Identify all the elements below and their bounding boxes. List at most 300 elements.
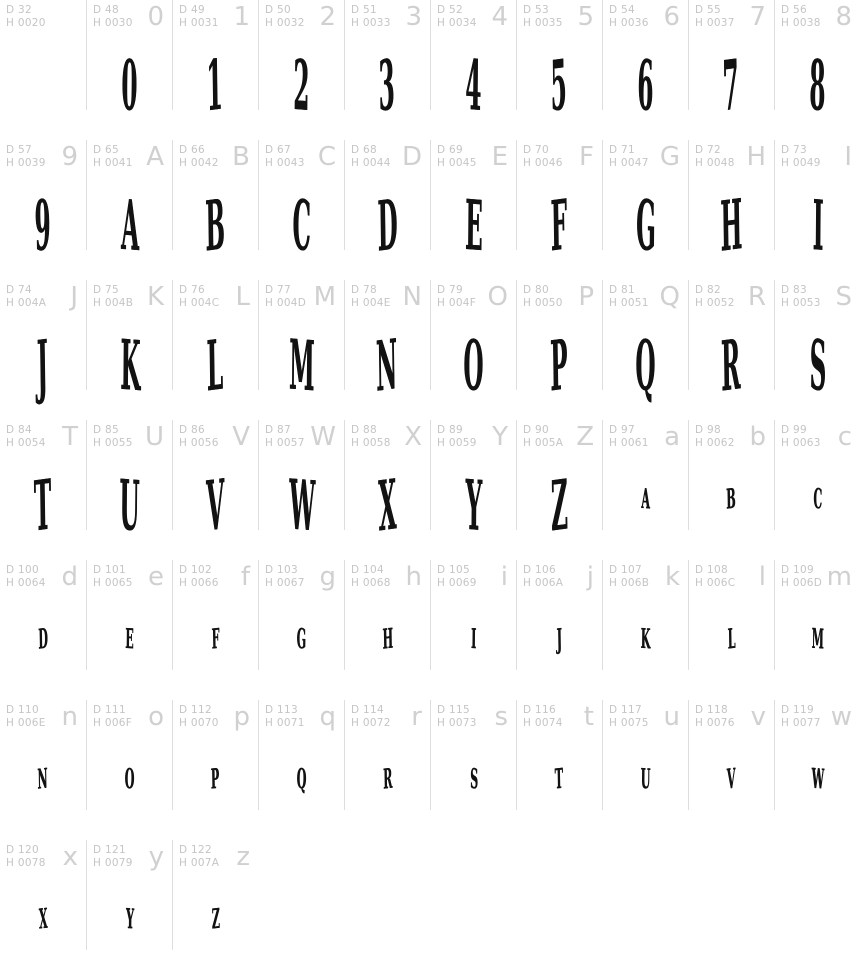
glyph-area: [431, 30, 516, 127]
decimal-code: D 55: [695, 4, 721, 16]
glyph: A: [120, 184, 140, 267]
glyph-cell: [602, 140, 688, 267]
glyph-area: [775, 30, 860, 127]
glyph-area: [173, 450, 258, 548]
glyph: 4: [465, 44, 483, 127]
glyph-area: [259, 590, 344, 670]
character-codes: [179, 844, 219, 870]
glyph: 5: [550, 44, 568, 128]
glyph: U: [640, 763, 651, 796]
decimal-code: D 90: [523, 424, 549, 436]
hex-code: H 0076: [695, 717, 735, 729]
glyph-cell-header: [689, 0, 774, 31]
glyph-area: [603, 310, 688, 407]
decimal-code: D 113: [265, 704, 298, 716]
glyph-cell-header: [517, 280, 602, 311]
character-codes: [609, 564, 649, 590]
header-char: w: [830, 702, 852, 732]
hex-code: H 004B: [93, 297, 134, 309]
glyph-row: [0, 280, 860, 420]
glyph: H: [719, 183, 743, 268]
glyph-area: [87, 590, 172, 670]
glyph-area: [775, 170, 860, 267]
glyph: L: [727, 623, 736, 656]
glyph-cell: [774, 280, 860, 407]
hex-code: H 0044: [351, 157, 391, 169]
decimal-code: D 103: [265, 564, 298, 576]
glyph: I: [470, 623, 477, 656]
glyph: K: [119, 324, 141, 407]
glyph: V: [726, 763, 736, 796]
glyph: G: [296, 623, 307, 656]
character-codes: [6, 144, 46, 170]
hex-code: H 0036: [609, 17, 649, 29]
glyph: O: [463, 324, 485, 407]
character-codes: [351, 424, 391, 450]
character-codes: [93, 4, 133, 30]
glyph-cell: [0, 140, 86, 268]
decimal-code: D 56: [781, 4, 807, 16]
glyph-cell-header: [0, 0, 86, 30]
glyph-cell: [86, 840, 172, 950]
decimal-code: D 75: [93, 284, 119, 296]
glyph-cell-header: [603, 0, 688, 31]
hex-code: H 0053: [781, 297, 821, 309]
decimal-code: D 54: [609, 4, 635, 16]
glyph-cell: [688, 280, 774, 408]
hex-code: H 0054: [6, 437, 46, 449]
decimal-code: D 83: [781, 284, 807, 296]
character-codes: [6, 424, 46, 450]
glyph: T: [554, 763, 564, 796]
decimal-code: D 111: [93, 704, 126, 716]
header-char: Q: [659, 282, 680, 312]
character-codes: [609, 704, 649, 730]
character-codes: [6, 844, 46, 870]
glyph-cell-header: [259, 560, 344, 591]
character-codes: [437, 284, 476, 310]
glyph-area: [87, 30, 172, 127]
glyph: P: [549, 323, 569, 408]
glyph-area: [173, 170, 258, 268]
glyph: O: [124, 763, 135, 796]
glyph-cell: [172, 140, 258, 268]
glyph-cell: [258, 700, 344, 810]
glyph-cell-header: [87, 0, 172, 31]
character-codes: [781, 564, 822, 590]
hex-code: H 0074: [523, 717, 563, 729]
hex-code: H 006A: [523, 577, 564, 589]
character-codes: [695, 424, 735, 450]
decimal-code: D 67: [265, 144, 291, 156]
glyph: S: [469, 763, 478, 796]
glyph-area: [689, 450, 774, 530]
glyph: D: [37, 623, 48, 656]
header-char: J: [70, 282, 78, 312]
glyph-cell: [344, 0, 430, 128]
header-char: X: [404, 422, 422, 452]
glyph-cell-header: [87, 420, 172, 451]
decimal-code: D 88: [351, 424, 377, 436]
glyph-cell: [774, 420, 860, 530]
glyph-cell-header: [775, 700, 860, 731]
character-codes: [93, 844, 133, 870]
glyph-cell: [430, 560, 516, 670]
character-codes: [93, 424, 133, 450]
character-codes: [523, 4, 563, 30]
glyph-cell-header: [431, 700, 516, 731]
character-codes: [351, 564, 391, 590]
glyph: 0: [121, 44, 139, 127]
glyph-cell: [86, 700, 172, 810]
character-codes: [6, 704, 46, 730]
header-char: 2: [319, 2, 336, 32]
glyph-cell: [86, 280, 172, 407]
hex-code: H 0069: [437, 577, 477, 589]
decimal-code: D 87: [265, 424, 291, 436]
hex-code: H 0030: [93, 17, 133, 29]
hex-code: H 006C: [695, 577, 736, 589]
header-char: I: [844, 142, 852, 172]
character-codes: [781, 4, 821, 30]
header-char: F: [579, 142, 594, 172]
glyph-cell: [86, 560, 172, 670]
glyph-area: [603, 30, 688, 127]
glyph: A: [641, 483, 651, 516]
header-char: P: [578, 282, 594, 312]
header-char: V: [232, 422, 250, 452]
decimal-code: D 50: [265, 4, 291, 16]
glyph-cell-header: [259, 280, 344, 311]
glyph-cell: [172, 700, 258, 810]
glyph-area: [0, 170, 86, 268]
header-char: E: [491, 142, 508, 172]
character-codes: [695, 284, 735, 310]
glyph-area: [603, 170, 688, 267]
glyph-cell-header: [259, 700, 344, 731]
glyph-area: [259, 450, 344, 548]
character-codes: [609, 4, 649, 30]
character-codes: [781, 704, 821, 730]
glyph-cell-header: [603, 140, 688, 171]
header-char: C: [317, 142, 336, 172]
header-char: y: [148, 842, 164, 872]
hex-code: H 0049: [781, 157, 821, 169]
character-codes: [609, 144, 649, 170]
decimal-code: D 86: [179, 424, 205, 436]
glyph-area: [689, 310, 774, 408]
character-codes: [265, 704, 305, 730]
glyph-cell: [0, 420, 86, 548]
glyph-row: [0, 0, 860, 140]
decimal-code: D 85: [93, 424, 119, 436]
glyph-cell-header: [689, 420, 774, 451]
decimal-code: D 32: [6, 4, 32, 16]
glyph-row: [0, 420, 860, 560]
header-char: N: [402, 282, 422, 312]
character-codes: [695, 704, 735, 730]
glyph-area: [0, 450, 86, 548]
character-codes: [437, 704, 477, 730]
glyph-area: [173, 870, 258, 950]
header-char: D: [401, 142, 422, 172]
glyph: W: [288, 464, 316, 548]
hex-code: H 0075: [609, 717, 649, 729]
decimal-code: D 84: [6, 424, 32, 436]
glyph-area: [345, 310, 430, 408]
glyph-cell-header: [345, 0, 430, 31]
glyph: I: [812, 184, 824, 267]
header-char: K: [146, 282, 164, 312]
glyph-area: [431, 590, 516, 670]
hex-code: H 004A: [6, 297, 47, 309]
decimal-code: D 65: [93, 144, 119, 156]
header-char: j: [586, 562, 594, 592]
hex-code: H 0052: [695, 297, 735, 309]
glyph-cell: [172, 420, 258, 548]
decimal-code: D 118: [695, 704, 728, 716]
decimal-code: D 114: [351, 704, 384, 716]
glyph: J: [36, 324, 49, 407]
character-codes: [523, 144, 563, 170]
header-char: T: [62, 422, 78, 452]
header-char: b: [749, 422, 766, 452]
glyph-cell-header: [775, 420, 860, 451]
glyph-cell-header: [517, 140, 602, 171]
hex-code: H 0064: [6, 577, 46, 589]
header-char: G: [659, 142, 680, 172]
decimal-code: D 100: [6, 564, 39, 576]
header-char: p: [233, 702, 250, 732]
hex-code: H 0073: [437, 717, 477, 729]
decimal-code: D 66: [179, 144, 205, 156]
header-char: n: [61, 702, 78, 732]
glyph-row: [0, 700, 860, 840]
character-codes: [179, 704, 219, 730]
glyph-cell: [344, 700, 430, 810]
glyph-cell: [774, 0, 860, 127]
hex-code: H 0078: [6, 857, 46, 869]
header-char: a: [664, 422, 680, 452]
glyph-cell-header: [259, 140, 344, 171]
glyph: V: [205, 463, 225, 548]
glyph: Q: [296, 763, 307, 796]
glyph-area: [431, 310, 516, 407]
glyph: 8: [809, 44, 827, 127]
glyph-cell-header: [173, 0, 258, 31]
glyph: 7: [722, 44, 740, 128]
character-codes: [695, 144, 735, 170]
header-char: s: [494, 702, 508, 732]
decimal-code: D 121: [93, 844, 126, 856]
glyph-area: [775, 450, 860, 530]
glyph-cell-header: [517, 0, 602, 31]
glyph-area: [517, 30, 602, 128]
decimal-code: D 104: [351, 564, 384, 576]
character-codes: [351, 284, 391, 310]
glyph-cell: [258, 420, 344, 548]
decimal-code: D 57: [6, 144, 32, 156]
header-char: 3: [405, 2, 422, 32]
hex-code: H 0035: [523, 17, 563, 29]
header-char: 6: [663, 2, 680, 32]
hex-code: H 004C: [179, 297, 220, 309]
glyph-cell: [602, 700, 688, 810]
glyph: K: [640, 623, 651, 656]
glyph-cell-header: [0, 280, 86, 311]
glyph: S: [809, 324, 827, 407]
glyph-cell-header: [173, 420, 258, 451]
glyph: H: [381, 623, 393, 657]
glyph-area: [87, 450, 172, 547]
glyph-cell: [172, 0, 258, 128]
hex-code: H 006F: [93, 717, 133, 729]
decimal-code: D 72: [695, 144, 721, 156]
glyph: X: [38, 903, 48, 936]
glyph-cell: [86, 420, 172, 547]
header-char: 4: [491, 2, 508, 32]
glyph-cell: [0, 280, 86, 407]
glyph-cell-header: [603, 700, 688, 731]
glyph-area: [87, 170, 172, 267]
glyph-cell-header: [775, 0, 860, 31]
decimal-code: D 97: [609, 424, 635, 436]
decimal-code: D 109: [781, 564, 814, 576]
glyph: E: [125, 623, 135, 656]
glyph-cell-header: [689, 700, 774, 731]
hex-code: H 0063: [781, 437, 821, 449]
glyph: 6: [637, 44, 655, 127]
character-codes: [179, 144, 219, 170]
hex-code: H 0037: [695, 17, 735, 29]
glyph-cell: [688, 0, 774, 128]
hex-code: H 0068: [351, 577, 391, 589]
glyph-area: [173, 30, 258, 128]
header-char: 8: [835, 2, 852, 32]
glyph-cell: [258, 560, 344, 670]
glyph-cell-header: [517, 700, 602, 731]
glyph: R: [382, 763, 393, 796]
glyph-area: [431, 730, 516, 810]
hex-code: H 0059: [437, 437, 477, 449]
decimal-code: D 74: [6, 284, 32, 296]
glyph-cell: [430, 700, 516, 810]
glyph: D: [376, 183, 398, 268]
decimal-code: D 68: [351, 144, 377, 156]
glyph: T: [33, 463, 52, 548]
glyph-area: [689, 30, 774, 128]
header-char: 7: [749, 2, 766, 32]
hex-code: H 0071: [265, 717, 305, 729]
character-codes: [609, 424, 649, 450]
glyph-cell-header: [603, 420, 688, 451]
glyph-cell-header: [431, 280, 516, 311]
glyph-area: [431, 450, 516, 547]
glyph-cell-header: [173, 700, 258, 731]
decimal-code: D 107: [609, 564, 642, 576]
glyph-area: [259, 30, 344, 127]
glyph-area: [259, 170, 344, 267]
character-codes: [523, 564, 563, 590]
glyph-cell: [344, 420, 430, 548]
hex-code: H 0050: [523, 297, 563, 309]
glyph-area: [0, 870, 86, 950]
header-char: u: [663, 702, 680, 732]
glyph: N: [37, 763, 49, 796]
glyph-row: [0, 840, 860, 980]
hex-code: H 0048: [695, 157, 735, 169]
character-codes: [265, 4, 305, 30]
hex-code: H 0043: [265, 157, 305, 169]
character-codes: [265, 424, 305, 450]
glyph: N: [375, 323, 399, 408]
glyph: Z: [210, 903, 220, 936]
glyph-cell-header: [603, 560, 688, 591]
glyph-area: [259, 730, 344, 810]
glyph-cell-header: [775, 280, 860, 311]
character-codes: [179, 564, 219, 590]
glyph-area: [689, 590, 774, 670]
glyph-cell-header: [775, 140, 860, 171]
decimal-code: D 116: [523, 704, 556, 716]
glyph: C: [813, 483, 823, 516]
decimal-code: D 71: [609, 144, 635, 156]
character-codes: [265, 284, 306, 310]
glyph-area: [603, 590, 688, 670]
glyph-cell-header: [87, 280, 172, 311]
hex-code: H 0077: [781, 717, 821, 729]
character-codes: [437, 144, 477, 170]
glyph-cell-header: [0, 420, 86, 451]
character-codes: [265, 564, 305, 590]
character-codes: [781, 144, 821, 170]
glyph-cell: [688, 700, 774, 810]
glyph-area: [345, 730, 430, 810]
glyph-area: [517, 590, 602, 670]
glyph-cell-header: [259, 0, 344, 31]
glyph-area: [517, 730, 602, 810]
glyph: 1: [206, 44, 224, 128]
hex-code: H 0058: [351, 437, 391, 449]
glyph-cell: [172, 840, 258, 950]
glyph-cell: [344, 140, 430, 268]
glyph-cell: [516, 280, 602, 408]
glyph-cell-header: [517, 420, 602, 451]
character-codes: [179, 284, 219, 310]
header-char: H: [746, 142, 766, 172]
hex-code: H 0047: [609, 157, 649, 169]
character-codes: [523, 284, 563, 310]
glyph-cell-header: [345, 420, 430, 451]
header-char: t: [583, 702, 594, 732]
glyph-cell: [0, 840, 86, 950]
glyph-cell-header: [689, 140, 774, 171]
glyph-area: [87, 310, 172, 407]
glyph-cell-header: [603, 280, 688, 311]
character-codes: [265, 144, 305, 170]
decimal-code: D 77: [265, 284, 291, 296]
character-codes: [6, 4, 46, 30]
header-char: 0: [147, 2, 164, 32]
glyph: Q: [635, 324, 657, 407]
hex-code: H 0033: [351, 17, 391, 29]
decimal-code: D 117: [609, 704, 642, 716]
header-char: z: [236, 842, 250, 872]
glyph: 3: [378, 44, 396, 128]
decimal-code: D 115: [437, 704, 470, 716]
glyph: P: [210, 763, 220, 796]
decimal-code: D 112: [179, 704, 212, 716]
